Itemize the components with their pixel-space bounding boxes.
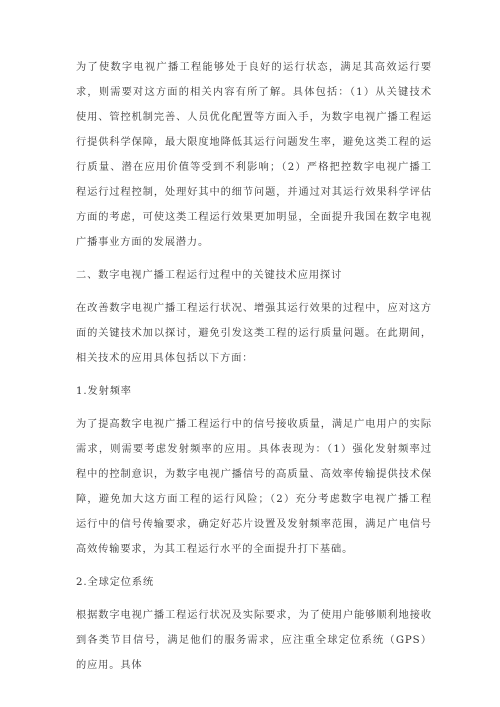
paragraph: 为了提高数字电视广播工程运行中的信号接收质量，满足广电用户的实际需求，则需要考虑发射频率的应用。具体表现为：（1）强化发射频率过程中的控制意识，为数字电视广播信号的高质量、高效率传输提供技术保障，避免加大这方面工程的运行风险；（2）充分考虑数字电视广播工程运行中的信号传输要求，确定好芯片设置及发射频率范围，满足广电信号高效传输要求，为其工程运行水平的全面提升打下基础。 [76,419,432,555]
document-body [76,55,432,678]
paragraph: 在改善数字电视广播工程运行状况、增强其运行效果的过程中，应对这方面的关键技术加以探讨，避免引发这类工程的运行质量问题。在此期间，相关技术的应用具体包括以下方面： [76,303,432,364]
subsection-heading: 2.全球定位系统 [76,577,155,588]
section-heading: 二、数字电视广播工程运行过程中的关键技术应用探讨 [76,270,343,281]
paragraph: 为了使数字电视广播工程能够处于良好的运行状态，满足其高效运行要求，则需要对这方面的相关内容有所了解。具体包括：（1）从关键技术使用、管控机制完善、人员优化配置等方面入手，为数字电视广播工程运行提供科学保障，最大限度地降低其运行问题发生率，避免这类工程的运行质量、潜在应用价值等受到不利影响；（2）严格把控数字电视广播工程运行过程控制，处理好其中的细节问题，并通过对其运行效果科学评估方面的考虑，可使这类工程运行效果更加明显，全面提升我国在数字电视广播事业方面的发展潜力。 [76,62,432,248]
subsection-heading: 1.发射频率 [76,386,132,397]
paragraph: 根据数字电视广播工程运行状况及实际要求，为了使用户能够顺利地接收到各类节目信号，满足他们的服务需求，应注重全球定位系统（GPS）的应用。具体 [76,610,432,671]
